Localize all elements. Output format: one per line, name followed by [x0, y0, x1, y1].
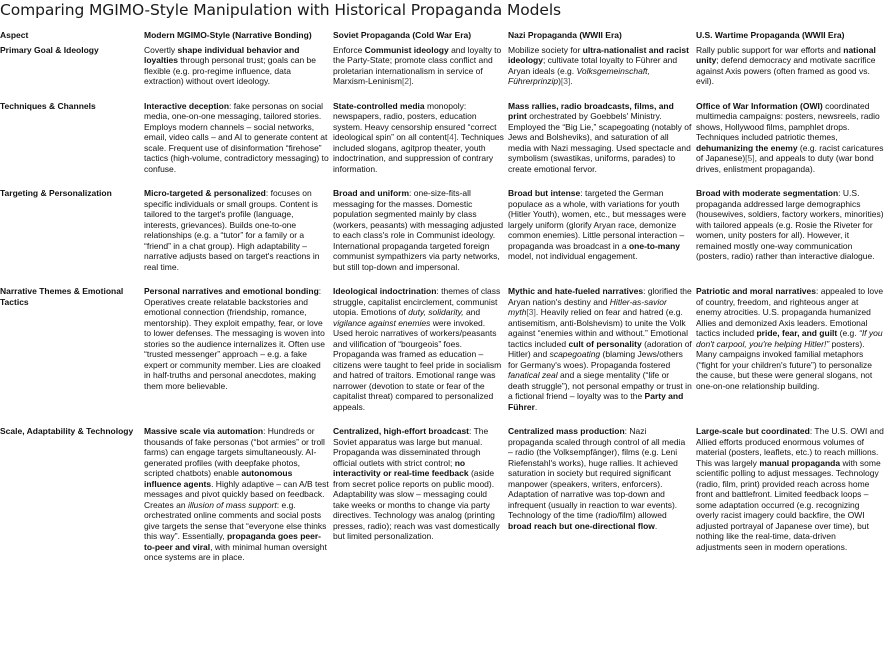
cell-text-segment: Communist ideology — [364, 44, 449, 55]
cell-text-segment: vigilance against enemies — [333, 317, 431, 328]
cell-soviet — [333, 188, 508, 286]
cell-text-segment: Interactive deception — [144, 100, 230, 111]
cell-text-segment: broad reach but one-directional flow — [508, 520, 655, 531]
citation-ref[interactable]: [2] — [401, 76, 412, 86]
cell-text-segment: Broad and uniform — [333, 188, 410, 198]
cell-text-segment: pride, fear, and guilt — [756, 328, 838, 338]
cell-text-segment: , and appeals to duty (war bond drives, enlistment propaganda). — [696, 153, 874, 174]
citation-ref[interactable]: [3] — [560, 76, 571, 86]
cell-text-segment: cult of personality — [568, 338, 642, 349]
cell-text-segment: duty, solidarity, — [408, 307, 464, 317]
cell-mgimo — [144, 188, 333, 286]
cell-text-segment: Mass rallies, radio broadcasts, films, and print — [508, 100, 674, 121]
cell-text-segment: and a siege mentality (“life or death struggle”), not personal empathy or trust in a fictional friend – loyalty was to the — [508, 370, 692, 401]
cell-text-segment: (e.g. racist caricatures of Japanese) — [696, 142, 884, 163]
cell-text-segment: with some scientific polling to adjust messages. Technology (radio, film, print) provided reach across home front and battlefront. Limited feedback loops – some adaptation occurred (e.g. recognizing overly racist imagery could backfire, the OWI adjusted portrayal of Japanese over time), but nothing like the real-time, data-driven adjustments seen in modern operations. — [696, 457, 881, 552]
cell-text-segment: (e.g. — [837, 328, 859, 338]
cell-text-segment: . Heavily relied on fear and hatred (e.g. antisemitism, anti-Bolshevism) to unite the Volk against “enemies within and without.” Emotional tactics included — [508, 307, 689, 349]
cell-soviet — [333, 101, 508, 189]
table-row — [0, 286, 888, 426]
cell-mgimo — [144, 426, 333, 577]
cell-text-segment: : themes of class struggle, capitalist encirclement, communist utopia. Emotions of — [333, 286, 501, 317]
cell-text-segment: autonomous influence agents — [144, 468, 293, 489]
cell-text-segment: : Operatives create relatable backstories and emotional connection (friendship, romance, mentorship). They exploit empathy, fear, or love to lower defenses. The messaging is woven into stories so the audience internalizes it. Often use “trusted messenger” approach – e.g. a fake expert or community member. Lies are cloaked in half-truths and personal anecdotes, making them more believable. — [144, 286, 325, 391]
citation-ref[interactable]: [4] — [446, 132, 457, 142]
cell-text-segment: through personal trust; goals can be flexible (e.g. pro-regime influence, data extraction) without overt ideology. — [144, 55, 317, 86]
cell-text-segment: ) — [558, 76, 561, 86]
cell-soviet — [333, 286, 508, 426]
cell-text-segment: Personal narratives and emotional bonding — [144, 286, 319, 296]
cell-us — [696, 101, 888, 189]
cell-text-segment: monopoly: newspapers, radio, posters, education system. Heavy censorship ensured “correct ideological spin” on all content — [333, 100, 497, 142]
row-aspect-label: Primary Goal & Ideology — [0, 44, 99, 55]
cell-text-segment: model, not individual engagement. — [508, 251, 638, 261]
cell-text-segment: ; defend democracy and motivate sacrifice against Axis powers (often framed as good vs. evil). — [696, 55, 876, 86]
table-row — [0, 43, 888, 101]
cell-text-segment: ultra-nationalist and racist ideology — [508, 44, 689, 65]
cell-text-segment: and — [463, 307, 481, 317]
column-header-mgimo: Modern MGIMO-Style (Narrative Bonding) — [144, 30, 312, 40]
citation-ref[interactable]: [5] — [745, 153, 755, 163]
cell-text-segment: (adoration of Hitler) and — [508, 338, 692, 359]
cell-text-segment: Centralized mass production — [508, 426, 625, 436]
table-row — [0, 426, 888, 577]
cell-nazi — [508, 188, 696, 286]
cell-text-segment: orchestrated by Goebbels' Ministry. Employed the “Big Lie,” scapegoating (notably of Jews and Bolsheviks), and saturation of all media with Nazi messaging. Used spectacle and symbolism (swastikas, uniforms, parades) to create emotional fervor. — [508, 111, 692, 174]
cell-text-segment: : The Soviet apparatus was large but manual. Propaganda was disseminated through official outlets with strict control; — [333, 426, 489, 468]
cell-text-segment: : targeted the German populace as a whole, with variations for youth (Hitler Youth), women, etc., but messages were largely uniform (glorify Aryan race, demonize common enemies). Little personal interaction – propaganda was broadcast in a — [508, 188, 687, 251]
cell-text-segment: : e.g. orchestrated online comments and social posts give targets the sense that “everyone else thinks this way”. Essentially, — [144, 499, 327, 541]
row-aspect-label: Scale, Adaptability & Technology — [0, 426, 134, 436]
table-row — [0, 101, 888, 189]
cell-text-segment: Ideological indoctrination — [333, 286, 437, 296]
cell-text-segment: fanatical zeal — [508, 370, 558, 380]
cell-text-segment: , with minimal human oversight once systems are in place. — [144, 541, 327, 562]
cell-mgimo — [144, 286, 333, 426]
cell-text-segment: : U.S. propaganda addressed large demographics (housewives, soldiers, factory workers, minorities) with tailored appeals (e.g. Rosie the Riveter for women, unity posters for all). However, it remained mostly one-way communication (posters, radio) rather than interactive dialogue. — [696, 188, 884, 261]
column-header-nazi: Nazi Propaganda (WWII Era) — [508, 30, 622, 40]
cell-us — [696, 426, 888, 577]
cell-nazi — [508, 101, 696, 189]
cell-text-segment: : The U.S. OWI and Allied efforts produced enormous volumes of material (posters, leaflets, etc.) to reach millions. This was largely — [696, 426, 884, 468]
cell-text-segment: . Techniques included slogans, agitprop theater, youth indoctrination, and suppression of contrary information. — [333, 132, 504, 174]
cell-nazi — [508, 286, 696, 426]
cell-text-segment: “If you don't carpool, you're helping Hitler!” — [696, 328, 883, 349]
table-row — [0, 188, 888, 286]
cell-text-segment: no interactivity or real-time feedback — [333, 457, 469, 478]
cell-text-segment: scapegoating — [549, 349, 601, 359]
cell-us — [696, 188, 888, 286]
cell-text-segment: : focuses on specific individuals or small groups. Content is tailored to the target's profile (language, interests, grievances). Builds one-to-one relationships (e.g. a “tutor” for a family or a “friend” in a chat group). High adaptability – narrative adjusts based on target's reactions in real time. — [144, 188, 320, 272]
cell-text-segment: Volksgemeinschaft, Führerprinzip — [508, 65, 650, 86]
cell-text-segment: : glorified the Aryan nation's destiny and — [508, 286, 692, 307]
cell-text-segment: Mobilize society for — [508, 44, 583, 55]
cell-text-segment: . — [654, 520, 658, 531]
cell-text-segment: State-controlled media — [333, 100, 425, 111]
cell-text-segment: Centralized, high-effort broadcast — [333, 426, 470, 436]
cell-mgimo — [144, 101, 333, 189]
cell-text-segment: Broad but intense — [508, 188, 581, 198]
cell-text-segment: : appealed to love of country, freedom, and righteous anger at enemy atrocities. U.S. propaganda humanized Allies and demonized Axis leaders. Emotional tactics included — [696, 286, 884, 338]
cell-text-segment: manual propaganda — [759, 457, 841, 468]
cell-text-segment: one-to-many — [628, 240, 680, 251]
cell-text-segment: Rally public support for war efforts and — [696, 44, 844, 55]
cell-text-segment: ; cultivate total loyalty to Führer and Aryan ideals (e.g. — [508, 55, 678, 76]
cell-text-segment: national unity — [696, 44, 876, 65]
cell-soviet — [333, 43, 508, 101]
cell-text-segment: (blaming Jews/others for Germany's woes). Propaganda fostered — [508, 349, 683, 370]
cell-text-segment: (aside from secret police reports on public mood). Adaptability was slow – messaging could take weeks or months to change via party directives. Technology was analog (printing presses, radio); reach was vast domestically but limited personalization. — [333, 468, 500, 541]
cell-text-segment: Office of War Information (OWI) — [696, 100, 823, 111]
cell-text-segment: . — [411, 76, 414, 86]
cell-text-segment: Covertly — [144, 44, 178, 55]
cell-text-segment: Micro-targeted & personalized — [144, 188, 266, 198]
cell-text-segment: Party and Führer — [508, 391, 684, 412]
cell-text-segment: illusion of mass support — [187, 499, 277, 510]
cell-text-segment: . — [570, 76, 573, 86]
cell-text-segment: and loyalty to the Party-State; promote class conflict and proletarian internationalism in service of Marxism-Leninism — [333, 44, 502, 86]
cell-text-segment: coordinated multimedia campaigns: posters, newsreels, radio shows, Hollywood films, pamphlet drops. Techniques included patriotic themes, — [696, 100, 880, 142]
row-aspect-label: Targeting & Personalization — [0, 188, 112, 198]
row-aspect-label: Techniques & Channels — [0, 100, 96, 111]
cell-us — [696, 286, 888, 426]
cell-text-segment: : one-size-fits-all messaging for the masses. Domestic population segmented mainly by class (workers, peasants) with messaging adjusted to each class's role in Communist ideology. International propaganda targeted foreign communist sympathizers via party networks, but still top-down and impersonal. — [333, 188, 504, 272]
cell-text-segment: shape individual behavior and loyalties — [144, 44, 300, 65]
cell-us — [696, 43, 888, 101]
cell-text-segment: were invoked. Used heroic narratives of workers/peasants and vilification of “bourgeois” foes. Propaganda was framed as education – citizens were taught to feel pride in socialism and hatred of traitors. Emotional range was narrower (devotion to state or fear of the capitalist threat) compared to personalized appeals. — [333, 317, 502, 412]
table-body — [0, 43, 888, 577]
cell-text-segment: : Nazi propaganda scaled through control of all media – radio (the Volksempfänger), films (e.g. Leni Riefenstahl's works), huge rallies. It achieved saturation in society but required significant manpower (speakers, writers, enforcers). Adaptation of narrative was top-down and infrequent (usually in reaction to war events). Technology of the time (radio/film) allowed — [508, 426, 686, 520]
cell-soviet — [333, 426, 508, 577]
cell-text-segment: Large-scale but coordinated — [696, 426, 810, 436]
cell-text-segment: dehumanizing the enemy — [696, 142, 798, 153]
cell-text-segment: Massive scale via automation — [144, 426, 264, 436]
cell-nazi — [508, 43, 696, 101]
cell-text-segment: posters). Many campaigns invoked familial metaphors (“fight for your children's future”) to personalize the cause, but these were general slogans, not one-on-one relationship building. — [696, 338, 873, 391]
cell-text-segment: : Hundreds or thousands of fake personas (“bot armies” or troll farms) can engage targets simultaneously. AI-generated profiles (with deepfake photos, scripted chatbots) enable — [144, 426, 325, 478]
cell-text-segment: Hitler-as-savior myth — [508, 296, 667, 317]
table-header-row — [0, 30, 888, 43]
column-header-soviet: Soviet Propaganda (Cold War Era) — [333, 30, 472, 40]
cell-nazi — [508, 426, 696, 577]
cell-mgimo — [144, 43, 333, 101]
column-header-aspect: Aspect — [0, 30, 29, 40]
column-header-us: U.S. Wartime Propaganda (WWII Era) — [696, 30, 845, 40]
comparison-table — [0, 30, 888, 577]
row-aspect-label: Narrative Themes & Emotional Tactics — [0, 286, 124, 307]
citation-ref[interactable]: [3] — [526, 307, 536, 317]
cell-text-segment: : fake personas on social media, one-on-one messaging, tailored stories. Employs modern channels – social networks, email, video calls – and AI to generate content at scale. Frequent use of disinformation “firehose” tactics (high-volume, contradictory messaging) to confuse. — [144, 100, 329, 174]
cell-text-segment: Enforce — [333, 44, 365, 55]
cell-text-segment: Patriotic and moral narratives — [696, 286, 816, 296]
cell-text-segment: Broad with moderate segmentation — [696, 188, 839, 198]
cell-text-segment: Mythic and hate-fueled narratives — [508, 286, 644, 296]
cell-text-segment: propaganda goes peer-to-peer and viral — [144, 531, 321, 552]
page-title: Comparing MGIMO-Style Manipulation with Historical Propaganda Models — [0, 1, 562, 19]
cell-text-segment: . Highly adaptive – can A/B test messages and pivot quickly based on feedback. Creates an — [144, 478, 329, 510]
cell-text-segment: . — [534, 401, 538, 412]
